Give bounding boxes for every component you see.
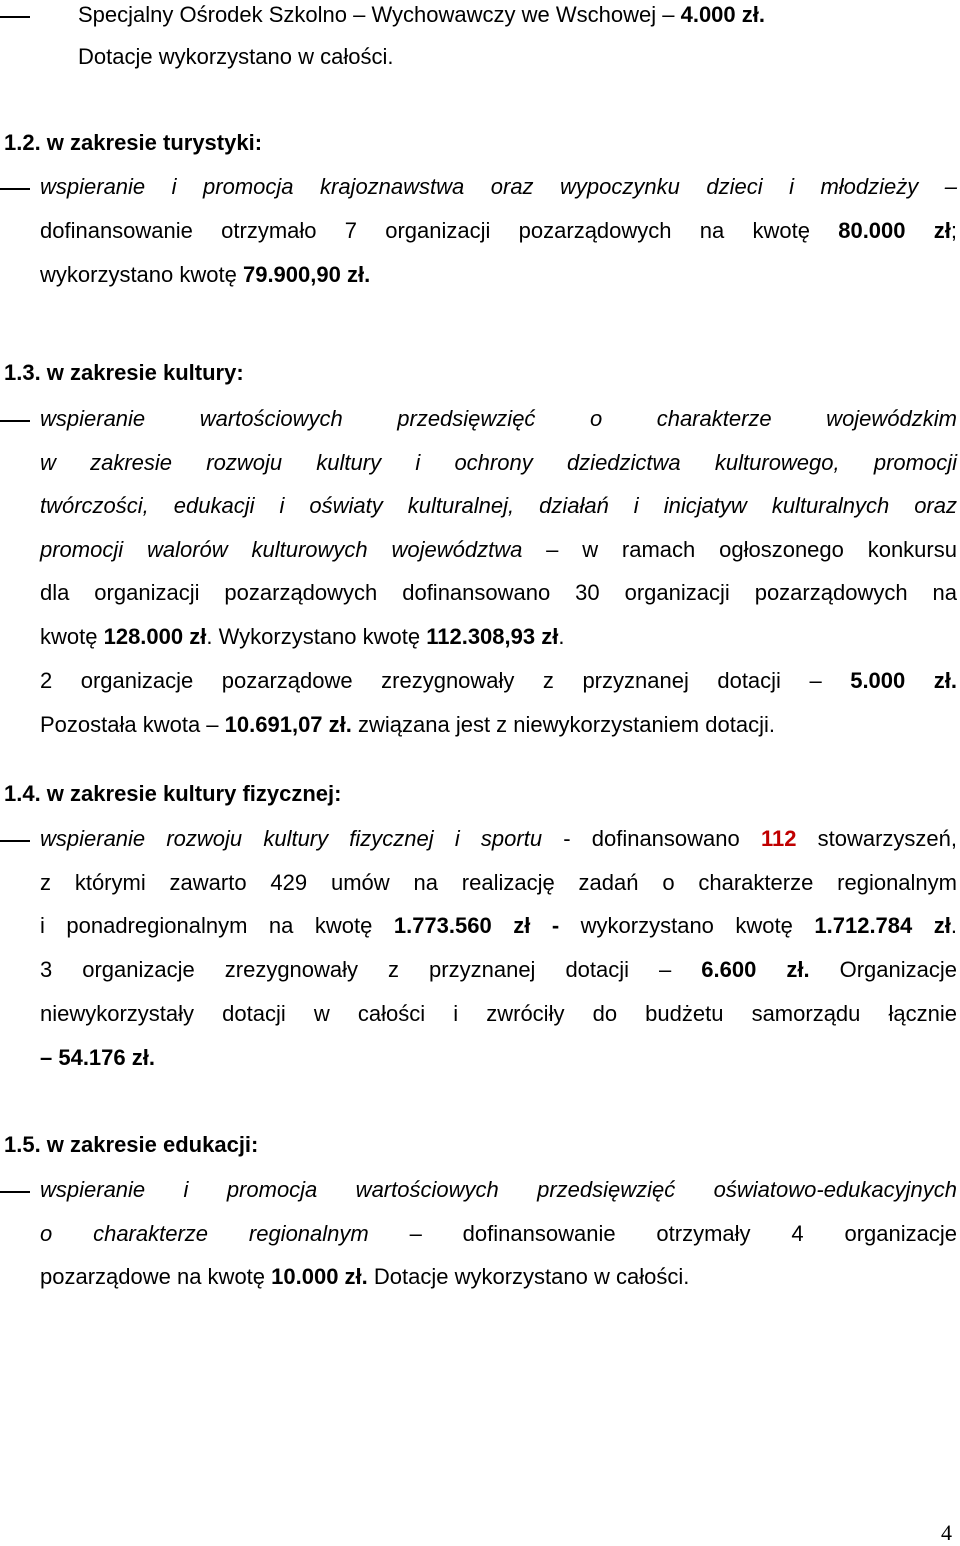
paragraph-line: 3 organizacje zrezygnowały z przyznanej dotacji – 6.600 zł. Organizacje (40, 957, 957, 982)
dash-bullet (0, 16, 30, 18)
dash-bullet (0, 188, 30, 190)
paragraph-line: promocji walorów kulturowych województwa – w ramach ogłoszonego konkursu (40, 537, 957, 562)
paragraph-line: twórczości, edukacji i oświaty kulturalnej, działań i inicjatyw kulturalnych oraz (40, 493, 957, 518)
section-heading-tourism: 1.2. w zakresie turystyki: (4, 130, 263, 155)
paragraph-line: wspieranie rozwoju kultury fizycznej i sportu - dofinansowano 112 stowarzyszeń, (40, 826, 957, 851)
paragraph-line: – 54.176 zł. (40, 1045, 155, 1070)
dash-bullet (0, 1191, 30, 1193)
paragraph-line: z którymi zawarto 429 umów na realizację zadań o charakterze regionalnym (40, 870, 957, 895)
paragraph-line: wspieranie i promocja krajoznawstwa oraz wypoczynku dzieci i młodzieży – (40, 174, 957, 199)
dash-bullet (0, 420, 30, 422)
paragraph-line: wspieranie wartościowych przedsięwzięć o charakterze wojewódzkim (40, 406, 957, 431)
section-heading-physical-culture: 1.4. w zakresie kultury fizycznej: (4, 781, 342, 806)
paragraph-line: i ponadregionalnym na kwotę 1.773.560 zł - wykorzystano kwotę 1.712.784 zł. (40, 913, 957, 938)
paragraph-line: Pozostała kwota – 10.691,07 zł. związana jest z niewykorzystaniem dotacji. (40, 712, 775, 737)
paragraph-line: wykorzystano kwotę 79.900,90 zł. (40, 262, 371, 287)
paragraph-line: o charakterze regionalnym – dofinansowanie otrzymały 4 organizacje (40, 1221, 958, 1246)
section-heading-culture: 1.3. w zakresie kultury: (4, 360, 244, 385)
paragraph-line: dla organizacji pozarządowych dofinansowano 30 organizacji pozarządowych na (40, 580, 957, 605)
paragraph-line: Specjalny Ośrodek Szkolno – Wychowawczy we Wschowej – 4.000 zł. (78, 2, 765, 27)
paragraph-line: dofinansowanie otrzymało 7 organizacji pozarządowych na kwotę 80.000 zł; (40, 218, 957, 243)
paragraph-line: w zakresie rozwoju kultury i ochrony dziedzictwa kulturowego, promocji (40, 450, 957, 475)
page-number: 4 (941, 1520, 952, 1545)
paragraph-line: pozarządowe na kwotę 10.000 zł. Dotacje wykorzystano w całości. (40, 1264, 690, 1289)
section-heading-education: 1.5. w zakresie edukacji: (4, 1132, 259, 1157)
paragraph-line: niewykorzystały dotacji w całości i zwróciły do budżetu samorządu łącznie (40, 1001, 957, 1026)
paragraph-line: kwotę 128.000 zł. Wykorzystano kwotę 112.308,93 zł. (40, 624, 565, 649)
paragraph-line: Dotacje wykorzystano w całości. (78, 44, 394, 69)
dash-bullet (0, 840, 30, 842)
paragraph-line: wspieranie i promocja wartościowych przedsięwzięć oświatowo-edukacyjnych (40, 1177, 957, 1202)
paragraph-line: 2 organizacje pozarządowe zrezygnowały z przyznanej dotacji – 5.000 zł. (40, 668, 957, 693)
